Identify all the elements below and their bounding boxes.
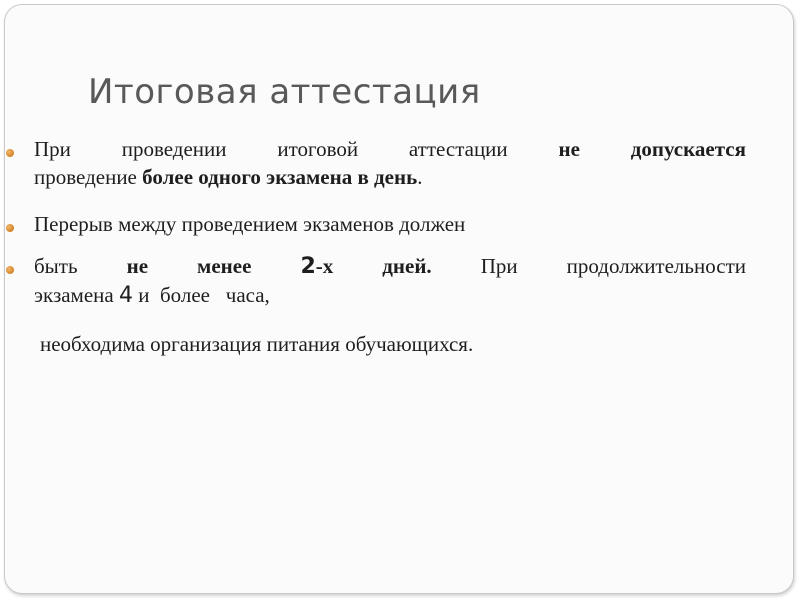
text-run: экзамена: [34, 283, 119, 307]
bullet-icon: [6, 149, 14, 157]
text-run: и более часа,: [132, 283, 270, 307]
paragraph-3-line-1: [34, 252, 746, 281]
text-run: быть: [34, 254, 127, 278]
bullet-icon: [6, 224, 14, 232]
paragraph-3-line-2: [34, 281, 746, 310]
bold-text-run: не допускается: [558, 137, 746, 161]
paragraph-2-line-1: Перерыв между проведением экзаменов должен: [34, 212, 466, 236]
paragraph-3: [34, 252, 746, 310]
number-run: 4: [118, 283, 133, 308]
bullet-icon: [6, 266, 14, 274]
text-run: .: [417, 165, 423, 189]
paragraph-4-line-1: необходима организация питания обучающихся.: [40, 332, 474, 356]
text-run: При продолжительности: [431, 254, 746, 278]
paragraph-1: [34, 135, 746, 191]
text-run: При проведении итоговой аттестации: [34, 137, 559, 161]
slide-title: Итоговая аттестация: [88, 72, 481, 112]
text-run: проведение: [34, 165, 143, 189]
text-run: не менее: [126, 254, 301, 278]
paragraph-1-line-1: [34, 135, 746, 163]
text-run: -х дней.: [315, 254, 432, 278]
number-run: 2: [300, 254, 316, 279]
paragraph-2: [34, 210, 746, 238]
bold-text-run: [127, 254, 432, 278]
paragraph-1-line-2: [34, 163, 746, 191]
bold-text-run: более одного экзамена в день: [142, 165, 418, 189]
paragraph-4: [40, 330, 752, 358]
